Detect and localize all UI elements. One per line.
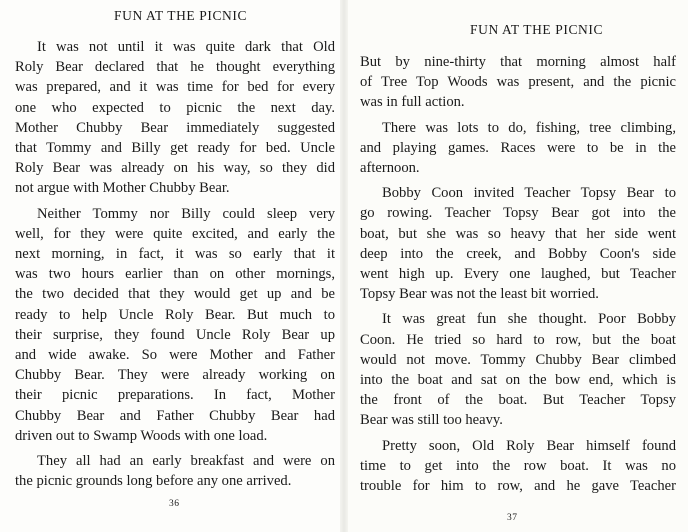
text-line: It was not until it was quite dark that Old xyxy=(37,39,335,55)
text-line: There was lots to do, fishing, tree climbing, xyxy=(382,119,676,136)
text-line: and playing games. Races were to be in the xyxy=(360,139,676,156)
text-line: Neither Tommy nor Billy could sleep very xyxy=(37,205,335,222)
text-line: driven out to Swamp Woods with one load. xyxy=(15,427,268,444)
paragraph xyxy=(15,37,335,199)
left-page-text xyxy=(15,37,335,496)
text-line: their surprise, they found Uncle Roly Bear up xyxy=(15,326,335,343)
text-line: of Tree Top Woods was present, and the picnic xyxy=(360,74,676,91)
paragraph xyxy=(360,118,676,179)
text-line: the front of the boat. But Teacher Topsy xyxy=(360,392,676,409)
text-line: Chubby Bear. They were already working on xyxy=(15,367,335,384)
text-line: Roly Bear declared that he thought everything xyxy=(15,59,335,76)
paragraph xyxy=(360,52,676,113)
text-line: Mother Chubby Bear immediately suggested xyxy=(15,119,335,136)
text-line: the picnic grounds long before any one arrived. xyxy=(15,473,292,490)
text-line: But by nine-thirty that morning almost half xyxy=(360,54,676,70)
text-line: time to get into the row boat. It was no xyxy=(360,457,676,474)
text-line: Pretty soon, Old Roly Bear himself found xyxy=(382,437,676,454)
text-line: and wide awake. So were Mother and Father xyxy=(15,347,335,364)
paragraph xyxy=(15,451,335,491)
text-line: trouble for him to row, and he gave Teacher xyxy=(360,478,676,495)
text-line: ready to help Uncle Roly Bear. But much to xyxy=(15,306,335,323)
text-line: afternoon. xyxy=(360,160,420,177)
text-line: was prepared, and it was time for bed for every xyxy=(15,79,335,96)
text-line: that Tommy and Billy get ready for bed. Uncle xyxy=(15,140,335,157)
text-line: boat, but she was so heavy that her side went xyxy=(360,225,676,242)
text-line: Bobby Coon invited Teacher Topsy Bear to xyxy=(382,185,676,202)
text-line: Bear was still too heavy. xyxy=(360,412,503,429)
text-line: not argue with Mother Chubby Bear. xyxy=(15,180,230,197)
text-line: Topsy Bear was not the least bit worried. xyxy=(360,286,599,303)
text-line: well, for they were quite excited, and early the xyxy=(15,225,335,242)
text-line: their picnic preparations. In fact, Mother xyxy=(15,387,335,404)
text-line: would not move. Tommy Chubby Bear climbed xyxy=(360,351,676,368)
text-line: Chubby Bear and Father Chubby Bear had xyxy=(15,407,335,424)
text-line: deep into the creek, and Bobby Coon's side xyxy=(360,245,676,262)
book-gutter xyxy=(340,0,348,532)
text-line: into the boat and sat on the bow end, which is xyxy=(360,372,676,389)
paragraph xyxy=(360,183,676,304)
paragraph xyxy=(360,436,676,497)
paragraph xyxy=(15,204,335,446)
text-line: was in full action. xyxy=(360,94,465,111)
paragraph xyxy=(360,309,676,430)
text-line: one who expected to picnic the next day. xyxy=(15,99,335,116)
text-line: go rowing. Teacher Topsy Bear got into the xyxy=(360,205,676,222)
left-page-running-header: FUN AT THE PICNIC xyxy=(114,8,248,23)
page-number: 37 xyxy=(507,513,518,523)
right-page xyxy=(344,0,688,532)
text-line: It was great fun she thought. Poor Bobby xyxy=(382,311,676,328)
page-number: 36 xyxy=(169,499,180,509)
text-line: Roly Bear was already on his way, so they did xyxy=(15,160,335,177)
right-page-text xyxy=(360,52,676,501)
text-line: next morning, in fact, it was so early that it xyxy=(15,246,335,263)
text-line: Coon. He tried so hard to row, but the boat xyxy=(360,331,676,348)
text-line: They all had an early breakfast and were on xyxy=(37,453,335,470)
right-page-running-header: FUN AT THE PICNIC xyxy=(470,22,604,37)
text-line: went high up. Every one laughed, but Teacher xyxy=(360,266,676,283)
text-line: was two hours earlier than on other mornings, xyxy=(15,266,335,283)
text-line: the two decided that they would get up and be xyxy=(15,286,335,303)
